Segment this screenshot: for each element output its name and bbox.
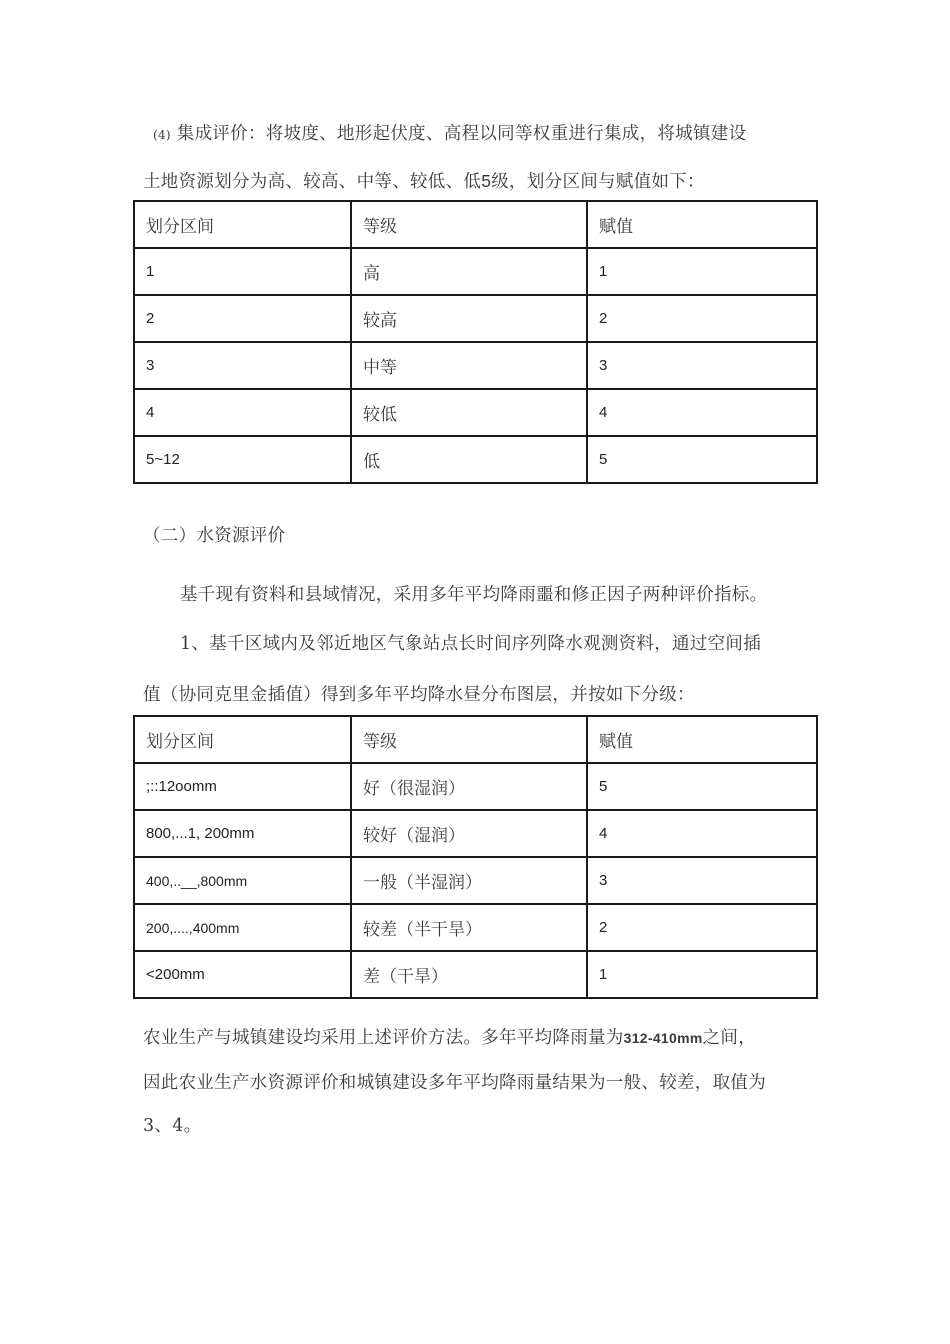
table-row <box>134 248 817 295</box>
interval-cell: 800,...1, 200mm <box>134 810 351 857</box>
value-cell: 2 <box>587 295 817 342</box>
value-cell: 2 <box>587 904 817 951</box>
grade-cell: 低 <box>351 436 587 483</box>
table-header-row <box>134 201 817 248</box>
value-cell: 4 <box>587 389 817 436</box>
value-cell: 5 <box>587 763 817 810</box>
value-cell: 3 <box>587 342 817 389</box>
section-heading: （二）水资源评价 <box>143 526 286 546</box>
header-value: 赋值 <box>587 716 817 763</box>
table-row <box>134 857 817 904</box>
closing-line-1 <box>143 1026 756 1050</box>
grade-cell: 较高 <box>351 295 587 342</box>
grade-cell: 一般（半湿润） <box>351 857 587 904</box>
closing-line-1-a: 农业生产与城镇建设均采用上述评价方法。多年平均降雨量为 <box>143 1028 624 1048</box>
interval-cell: 2 <box>134 295 351 342</box>
table-row <box>134 951 817 998</box>
grade-cell: 中等 <box>351 342 587 389</box>
table-row <box>134 436 817 483</box>
table-row <box>134 389 817 436</box>
header-grade: 等级 <box>351 201 587 248</box>
interval-cell: 200,....,400mm <box>134 904 351 951</box>
grade-cell: 差（干旱） <box>351 951 587 998</box>
table-row <box>134 904 817 951</box>
header-value: 赋值 <box>587 201 817 248</box>
header-interval: 划分区间 <box>134 201 351 248</box>
interval-cell: 4 <box>134 389 351 436</box>
closing-line-3: 3、4。 <box>143 1116 202 1136</box>
grade-cell: 较差（半干旱） <box>351 904 587 951</box>
interval-cell: 400,..__,800mm <box>134 857 351 904</box>
value-cell: 1 <box>587 951 817 998</box>
interval-cell: <200mm <box>134 951 351 998</box>
intro-line-1 <box>153 122 746 147</box>
intro-line-1-text: 集成评价：将坡度、地形起伏度、高程以同等权重进行集成，将城镇建设 <box>176 124 747 144</box>
closing-line-1-b: 之间， <box>702 1028 756 1048</box>
value-cell: 4 <box>587 810 817 857</box>
table-row <box>134 763 817 810</box>
header-grade: 等级 <box>351 716 587 763</box>
interval-cell: ;::12oomm <box>134 763 351 810</box>
value-cell: 1 <box>587 248 817 295</box>
value-cell: 3 <box>587 857 817 904</box>
table-row <box>134 342 817 389</box>
intro-line-2-b: 级，划分区间与赋值如下： <box>491 172 705 192</box>
grade-cell: 较好（湿润） <box>351 810 587 857</box>
header-interval: 划分区间 <box>134 716 351 763</box>
value-cell: 5 <box>587 436 817 483</box>
interval-cell: 1 <box>134 248 351 295</box>
interval-cell: 5~12 <box>134 436 351 483</box>
paragraph-1: 基千现有资料和县域情况，采用多年平均降雨噩和修正因子两种评价指标。 <box>180 585 768 605</box>
table-row <box>134 295 817 342</box>
table-row <box>134 810 817 857</box>
paragraph-2-line-1: 1、基千区域内及邻近地区气象站点长时间序列降水观测资料，通过空间插 <box>180 634 762 654</box>
closing-line-2: 因此农业生产水资源评价和城镇建设多年平均降雨量结果为一般、较差，取值为 <box>143 1073 766 1093</box>
land-grade-table <box>133 200 818 484</box>
intro-line-2 <box>143 169 705 194</box>
grade-cell: 较低 <box>351 389 587 436</box>
intro-line-2-a: 土地资源划分为高、较高、中等、较低、低 <box>143 172 482 192</box>
grade-cell: 好（很湿润） <box>351 763 587 810</box>
paragraph-2-line-2: 值（协同克里金插值）得到多年平均降水昼分布图层，并按如下分级： <box>143 685 695 705</box>
grade-count: 5 <box>481 171 492 191</box>
item-number: (4) <box>153 128 171 142</box>
rainfall-range: 312-410mm <box>623 1030 703 1046</box>
grade-cell: 高 <box>351 248 587 295</box>
rainfall-grade-table <box>133 715 818 999</box>
interval-cell: 3 <box>134 342 351 389</box>
table-header-row <box>134 716 817 763</box>
